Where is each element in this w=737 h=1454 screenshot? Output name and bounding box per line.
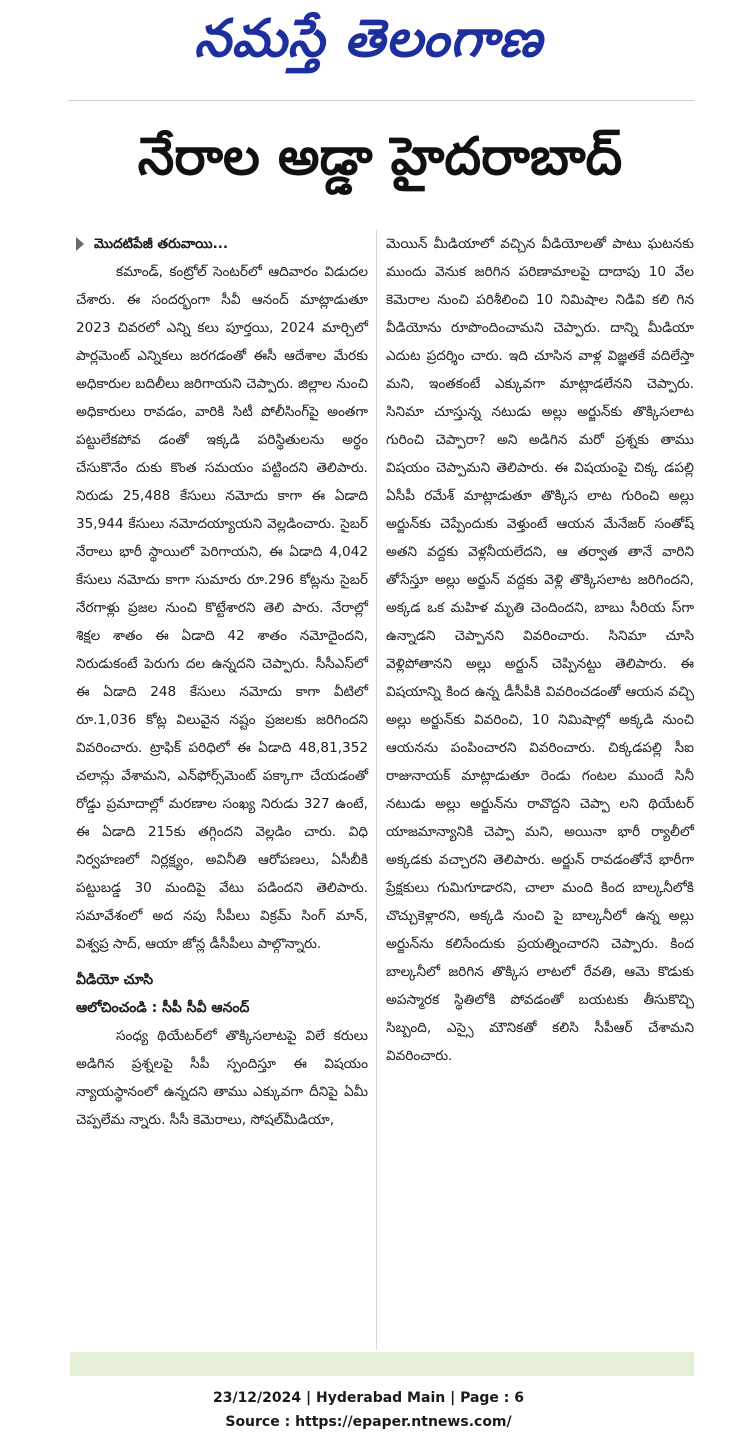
headline-text: నేరాల అడ్డా హైదరాబాద్ [137, 126, 623, 187]
page-bottom-band [70, 1352, 694, 1376]
right-column [386, 230, 694, 1070]
masthead-divider [68, 100, 694, 101]
left-column [76, 230, 368, 1134]
left-paragraph-2: సంధ్య థియేటర్‌లో తొక్కిసలాటపై విలే కరులు అడిగిన ప్రశ్నలపై సీపీ స్పందిస్తూ ఈ విషయం న్యాయస్థానంలో ఉన్నదని తాము ఎక్కువగా దీనిపై ఏమీ చెప్పలేమ న్నారు. సీసీ కెమెరాలు, సోషల్‌మీడియా, [76, 1028, 368, 1128]
footer-source-line: Source : https://epaper.ntnews.com/ [225, 1414, 512, 1430]
column-divider [376, 230, 377, 1350]
section-subhead [76, 966, 368, 1022]
left-paragraph-1: కమాండ్, కంట్రోల్ సెంటర్‌లో ఆదివారం విడుదల చేశారు. ఈ సందర్భంగా సీవీ ఆనంద్ మాట్లాడుతూ 2023 చివరలో ఎన్ని కలు పూర్తయి, 2024 మార్చిలో పార్లమెంట్ ఎన్నికలు జరగడంతో ఈసీ ఆదేశాల మేరకు అధికారుల బదిలీలు జరిగాయని చెప్పారు. జిల్లాల నుంచి అధికారులు రావడం, వారికి సిటీ పోలీసింగ్‌పై అంతగా పట్టులేకపోవ డంతో ఇక్కడి పరిస్థితులను అర్థం చేసుకొనేం దుకు కొంత సమయం పట్టిందని తెలిపారు. నిరుడు 25,488 కేసులు నమోదు కాగా ఈ ఏడాది 35,944 కేసులు నమోదయ్యాయని వెల్లడించారు. సైబర్ నేరాలు భారీ స్థాయిలో పెరిగాయని, ఈ ఏడాది 4,042 కేసులు నమోదు కాగా సుమారు రూ.296 కోట్లను సైబర్ నేరగాళ్లు ప్రజల నుంచి కొట్టేశారని తెలి పారు. నేరాల్లో శిక్షల శాతం ఈ ఏడాది 42 శాతం నమోదైందని, నిరుడుకంటే పెరుగు దల ఉన్నదని చెప్పారు. సీసీఎస్‌లో ఈ ఏడాది 248 కేసులు నమోదు కాగా వీటిలో రూ.1,036 కోట్ల విలువైన నష్టం ప్రజలకు జరిగిందని వివరించారు. ట్రాఫిక్ పరిధిలో ఈ ఏడాది 48,81,352 చలాన్లు వేశామని, ఎన్‌ఫోర్స్‌మెంట్ పక్కాగా చేయడంతో రోడ్డు ప్రమాదాల్లో మరణాల సంఖ్య నిరుడు 327 ఉంటే, ఈ ఏడాది 215కు తగ్గిందని వెల్లడిం చారు. విధి నిర్వహణలో నిర్లక్ష్యం, అవినీతి ఆరోపణలు, ఏసీబీకి పట్టుబడ్డ 30 మందిపై వేటు పడిందని తెలిపారు. సమావేశంలో అద నపు సీపీలు విక్రమ్ సింగ్ మాన్, విశ్వప్ర సాద్, ఆయా జోన్ల డీసీపీలు పాల్గొన్నారు. [76, 264, 368, 952]
continuation-kicker [76, 230, 368, 258]
right-paragraph-1: మెయిన్ మీడియాలో వచ్చిన వీడియోలతో పాటు ఘటనకు ముందు వెనుక జరిగిన పరిణామాలపై దాదాపు 10 వేల కెమెరాల నుంచి పరిశీలించి 10 నిమిషాల నిడివి కలి గిన వీడియోను రూపొందించామని చెప్పారు. దాన్ని మీడియా ఎదుట ప్రదర్శిం చారు. ఇది చూసిన వాళ్ల విజ్ఞతకే వదిలేస్తా మని, ఇంతకంటే ఎక్కువగా మాట్లాడలేనని చెప్పారు. సినిమా చూస్తున్న నటుడు అల్లు అర్జున్‌కు తొక్కిసలాట గురించి చెప్పారా? అని అడిగిన మరో ప్రశ్నకు తాము విషయం చెప్పామని తెలిపారు. ఈ విషయంపై చిక్క డపల్లి ఏసీపీ రమేశ్ మాట్లాడుతూ తొక్కిస లాట గురించి అల్లు అర్జున్‌కు చెప్పేందుకు వెళ్తుంటే ఆయన మేనేజర్ సంతోష్ అతని వద్దకు వెళ్లనీయలేదని, ఆ తర్వాత తానే వారిని తోసేస్తూ అల్లు అర్జున్ వద్దకు వెళ్లి తొక్కిసలాట జరిగిందని, అక్కడ ఒక మహిళ మృతి చెందిందని, బాబు సీరియ స్‌గా ఉన్నాడని చెప్పానని వివరించారు. సినిమా చూసి వెళ్లిపోతానని అల్లు అర్జున్ చెప్పినట్టు తెలిపారు. ఈ విషయాన్ని కింద ఉన్న డీసీపీకి వివరించడంతో ఆయన వచ్చి అల్లు అర్జున్‌కు వివరించి, 10 నిమిషాల్లో అక్కడి నుంచి ఆయనను పంపించారని వివరించారు. చిక్కడపల్లి సీఐ రాజునాయక్ మాట్లాడుతూ రెండు గంటల ముందే సినీ నటుడు అల్లు అర్జున్‌ను రావొద్దని చెప్పా లని థియేటర్ యాజమాన్యానికి చెప్పా మని, అయినా భారీ ర్యాలీలో అక్కడకు వచ్చారని తెలిపారు. అర్జున్ రావడంతోనే భారీగా ప్రేక్షకులు గుమిగూడారని, చాలా మంది కింద బాల్కనీలోకి చొచ్చుకెళ్లారని, అక్కడి నుంచి పై బాల్కనీలో ఉన్న అల్లు అర్జున్‌ను కలిసేందుకు ప్రయత్నించారని చెప్పారు. కింద బాల్కనీలో జరిగిన తొక్కిస లాటలో రేవతి, ఆమె కొడుకు అపస్మారక స్థితిలోకి పోవడంతో బయటకు తీసుకొచ్చి సిబ్బంది, ఎస్సై మౌనికతో కలిసి సీపీఆర్ చేశామని వివరించారు. [386, 236, 694, 1064]
epaper-footer [0, 1386, 737, 1434]
chevron-right-icon [76, 237, 84, 251]
kicker-text: మొదటిపేజీ తరువాయి... [94, 236, 229, 252]
masthead-logo-text: నమస్తే తెలంగాణ [194, 8, 543, 69]
newspaper-masthead [0, 6, 737, 84]
article-headline [60, 118, 700, 208]
subhead-line-2: ఆలోచించండి : సీపీ సీవీ ఆనంద్ [76, 1000, 250, 1016]
subhead-line-1: వీడియో చూసి [76, 972, 154, 988]
footer-date-line: 23/12/2024 | Hyderabad Main | Page : 6 [212, 1390, 525, 1406]
